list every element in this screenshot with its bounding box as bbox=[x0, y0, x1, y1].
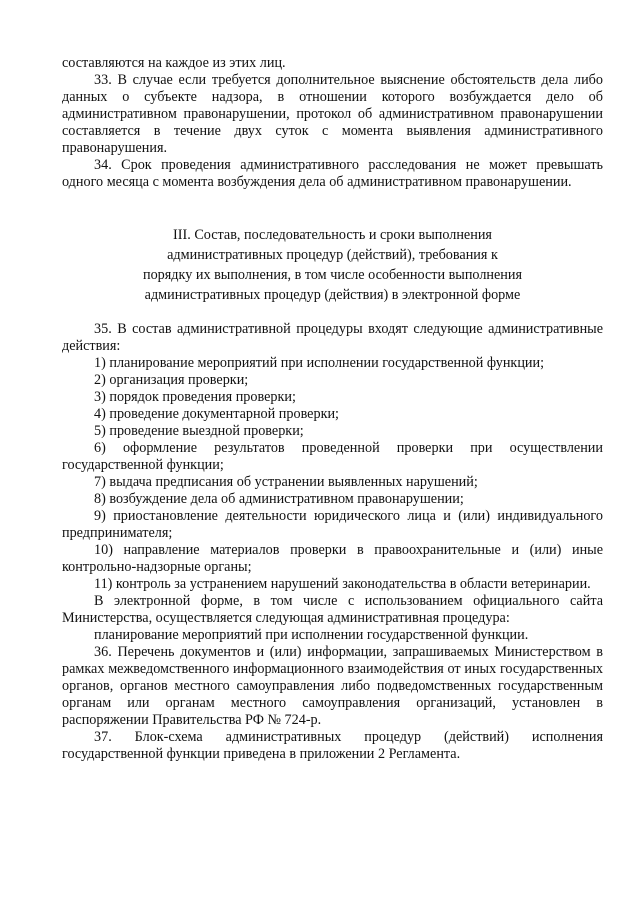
list-item: планирование мероприятий при исполнении государственной функции. bbox=[94, 627, 529, 643]
paragraph-32-tail: составляются на каждое из этих лиц. bbox=[62, 55, 286, 71]
list-item: 8) возбуждение дела об административном правонарушении; bbox=[94, 491, 464, 507]
section-heading-line: III. Состав, последовательность и сроки выполнения bbox=[173, 227, 492, 243]
paragraph-electronic: В электронной форме, в том числе с использованием официального сайта Министерства, осуществляется следующая административная процедура: bbox=[62, 593, 603, 626]
list-item: 3) порядок проведения проверки; bbox=[94, 389, 296, 405]
section-heading bbox=[62, 225, 603, 305]
list-item: 5) проведение выездной проверки; bbox=[94, 423, 304, 439]
list-item: 9) приостановление деятельности юридического лица и (или) индивидуального предпринимателя; bbox=[62, 508, 603, 541]
list-item: 11) контроль за устранением нарушений законодательства в области ветеринарии. bbox=[94, 576, 591, 592]
section-heading-line: порядку их выполнения, в том числе особенности выполнения bbox=[143, 267, 522, 283]
list-item: 10) направление материалов проверки в правоохранительные и (или) иные контрольно-надзорные органы; bbox=[62, 542, 603, 575]
list-item: 2) организация проверки; bbox=[94, 372, 249, 388]
list-item: 6) оформление результатов проведенной проверки при осуществлении государственной функции; bbox=[62, 440, 603, 473]
paragraph-35-intro: 35. В состав административной процедуры входят следующие административные действия: bbox=[62, 321, 603, 354]
list-item: 1) планирование мероприятий при исполнении государственной функции; bbox=[94, 355, 545, 371]
paragraph-36: 36. Перечень документов и (или) информации, запрашиваемых Министерством в рамках межведомственного информационного взаимодействия от иных государственных органов, органов местного самоуправления либо подведомственных государственным органам или органам местного самоуправления организаций, установлен в распоряжении Правительства РФ № 724-р. bbox=[62, 644, 603, 728]
paragraph-34: 34. Срок проведения административного расследования не может превышать одного месяца с момента возбуждения дела об административном правонарушении. bbox=[62, 157, 603, 190]
paragraph-33: 33. В случае если требуется дополнительное выяснение обстоятельств дела либо данных о субъекте надзора, в отношении которого возбуждается дело об административном правонарушении, протокол об административном правонарушении составляется в течение двух суток с момента выявления административного правонарушения. bbox=[62, 72, 603, 156]
list-item: 7) выдача предписания об устранении выявленных нарушений; bbox=[94, 474, 478, 490]
list-item: 4) проведение документарной проверки; bbox=[94, 406, 339, 422]
section-heading-line: административных процедур (действий), требования к bbox=[167, 247, 498, 263]
paragraph-37: 37. Блок-схема административных процедур (действий) исполнения государственной функции приведена в приложении 2 Регламента. bbox=[62, 729, 603, 762]
section-heading-line: административных процедур (действия) в электронной форме bbox=[144, 287, 521, 303]
